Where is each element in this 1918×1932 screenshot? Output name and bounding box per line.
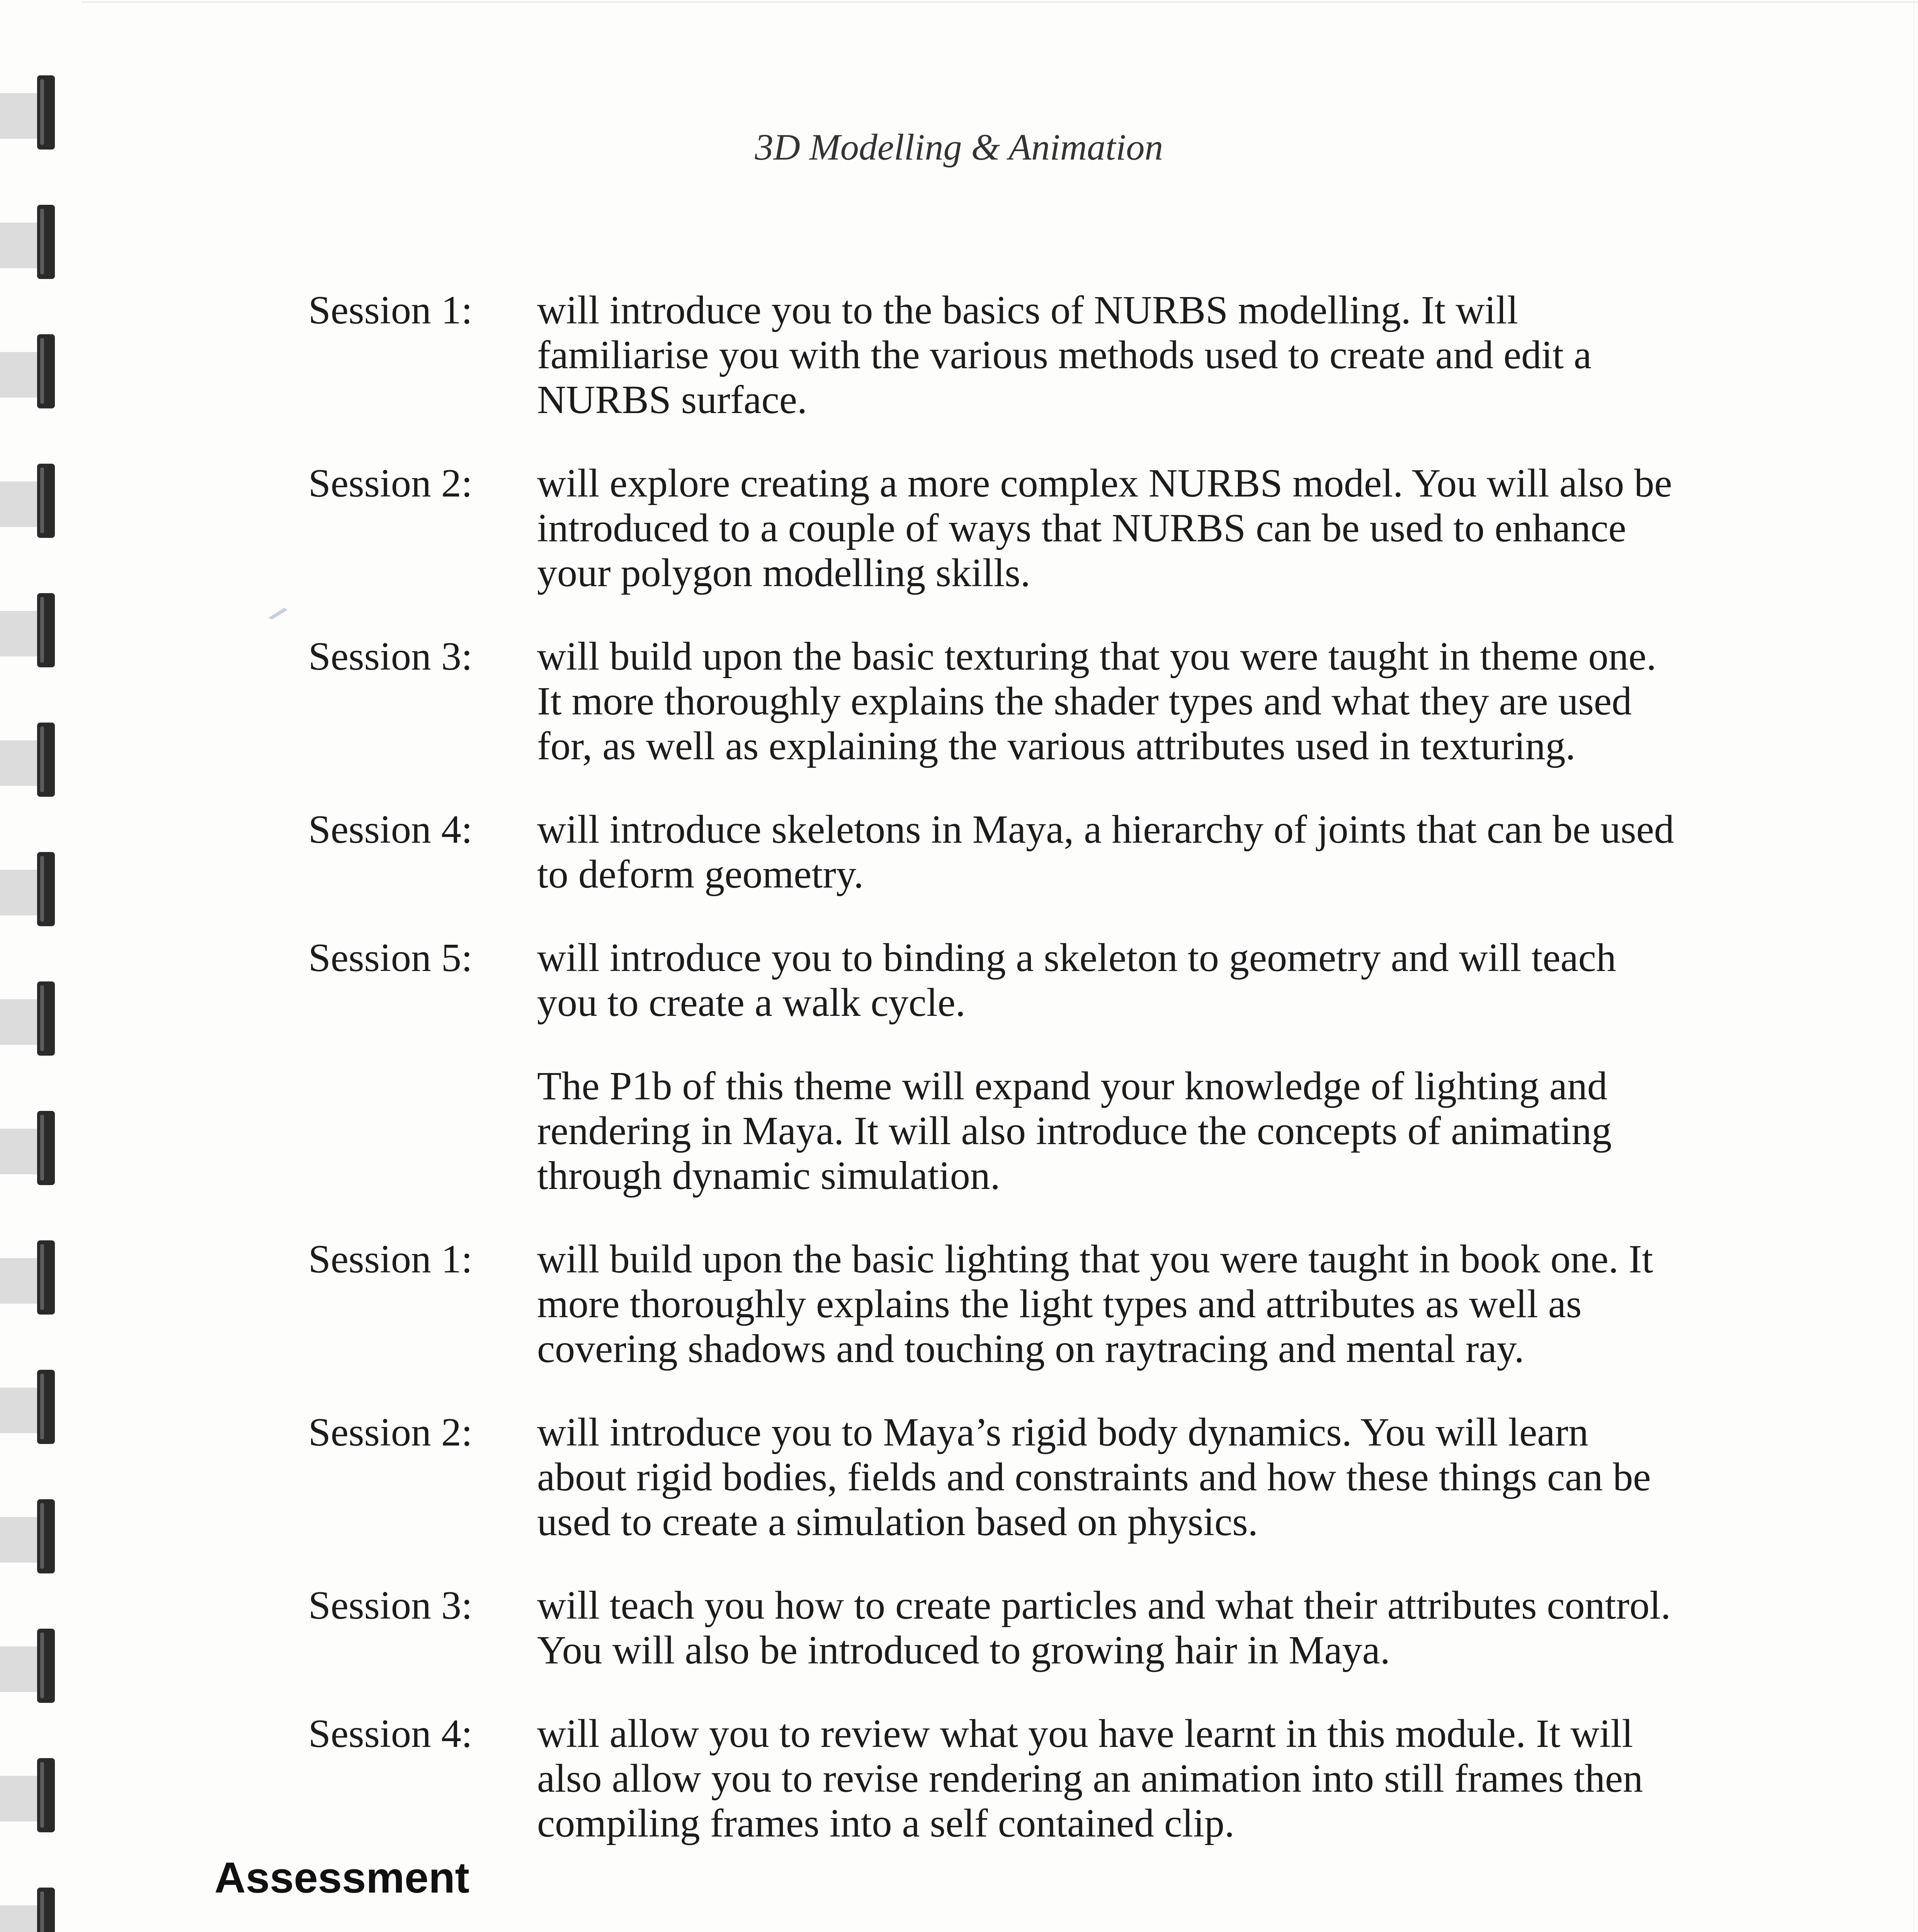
p1b-intro-paragraph: The P1b of this theme will expand your knowledge of lighting and rendering in Maya. It will also introduce the concepts of animating through dynamic simulation. (537, 1064, 1612, 1198)
session-row (0, 634, 1918, 769)
session-row (0, 1237, 1918, 1371)
session-row (0, 461, 1918, 595)
session-label: Session 4: (308, 807, 473, 852)
session-description: will build upon the basic texturing that you were taught in theme one. It more thoroughly explains the shader types and what they are used for, as well as explaining the various attributes used in texturing. (537, 634, 1656, 768)
session-label: Session 1: (308, 1237, 473, 1281)
session-list (0, 288, 1918, 1846)
session-description: will teach you how to create particles and what their attributes control. You will also be introduced to growing hair in Maya. (537, 1583, 1671, 1672)
pencil-mark-icon (267, 605, 290, 620)
binding-ring (0, 205, 77, 282)
session-row (0, 1711, 1918, 1846)
session-description: will explore creating a more complex NURBS model. You will also be introduced to a couple of ways that NURBS can be used to enhance your polygon modelling skills. (537, 461, 1672, 595)
session-description: will introduce you to the basics of NURBS modelling. It will familiarise you with the various methods used to create and edit a NURBS surface. (537, 288, 1592, 422)
session-description: will introduce you to Maya’s rigid body dynamics. You will learn about rigid bodies, fields and constraints and how these things can be used to create a simulation based on physics. (537, 1410, 1651, 1544)
session-description: will introduce skeletons in Maya, a hierarchy of joints that can be used to deform geometry. (537, 807, 1674, 896)
session-row (0, 288, 1918, 422)
session-row (0, 807, 1918, 897)
session-label: Session 3: (308, 1583, 473, 1628)
session-row (0, 1410, 1918, 1544)
session-label: Session 4: (308, 1711, 473, 1756)
session-row (0, 1583, 1918, 1673)
session-label: Session 5: (308, 935, 473, 980)
running-header-title: 3D Modelling & Animation (755, 126, 1163, 168)
assessment-heading: Assessment (214, 1854, 469, 1902)
session-label: Session 3: (308, 634, 473, 679)
page-top-edge (81, 2, 1918, 3)
p1b-intro-row (0, 1064, 1918, 1198)
session-label: Session 1: (308, 288, 473, 332)
session-label: Session 2: (308, 461, 473, 505)
session-description: will introduce you to binding a skeleton to geometry and will teach you to create a walk cycle. (537, 935, 1616, 1025)
session-label: Session 2: (308, 1410, 473, 1454)
binding-ring (0, 1888, 77, 1932)
session-description: will allow you to review what you have learnt in this module. It will also allow you to revise rendering an animation into still frames then compiling frames into a self contained clip. (537, 1711, 1643, 1845)
session-row (0, 935, 1918, 1025)
session-description: will build upon the basic lighting that you were taught in book one. It more thoroughly explains the light types and attributes as well as covering shadows and touching on raytracing and mental ray. (537, 1237, 1653, 1371)
